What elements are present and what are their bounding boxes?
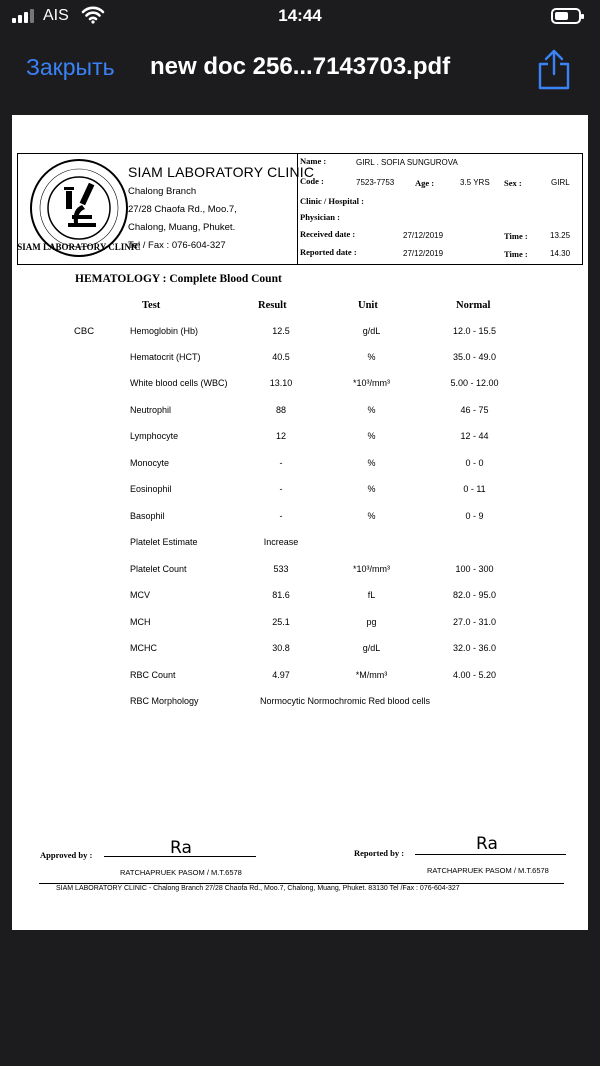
patient-age: 3.5 YRS: [460, 178, 490, 187]
table-row: [12, 564, 588, 584]
cell-test: Lymphocyte: [130, 431, 179, 441]
table-row: [12, 484, 588, 504]
section-title: HEMATOLOGY : Complete Blood Count: [75, 273, 282, 285]
code-label: Code :: [300, 176, 324, 186]
battery-icon: [551, 8, 581, 24]
cell-test: MCH: [130, 617, 151, 627]
cell-test: Neutrophil: [130, 405, 172, 415]
cell-unit: %: [367, 405, 376, 415]
cell-test: Eosinophil: [130, 484, 172, 494]
column-header-result: Result: [258, 300, 287, 311]
patient-sex: GIRL: [551, 178, 570, 187]
table-row: [12, 458, 588, 478]
cell-normal: 0 - 11: [463, 484, 486, 494]
cell-test: MCHC: [130, 643, 157, 653]
cell-result: 25.1: [272, 617, 290, 627]
share-icon[interactable]: [535, 48, 573, 90]
cell-test: RBC Count: [130, 670, 176, 680]
received-time-label: Time :: [504, 231, 528, 241]
cell-result: -: [279, 484, 283, 494]
cell-result: -: [279, 458, 283, 468]
cell-result: 40.5: [272, 352, 290, 362]
physician-label: Physician :: [300, 212, 340, 222]
reported-time-label: Time :: [504, 249, 528, 259]
cell-unit: g/dL: [362, 326, 381, 336]
cbc-group-label: CBC: [74, 326, 95, 337]
cell-normal: 5.00 - 12.00: [450, 378, 499, 388]
reported-signature: Ra: [476, 834, 498, 854]
table-row: [12, 590, 588, 610]
approved-by-label: Approved by :: [40, 850, 93, 860]
cell-normal: 82.0 - 95.0: [452, 590, 497, 600]
reported-by-name: RATCHAPRUEK PASOM / M.T.6578: [427, 866, 549, 875]
column-header-test: Test: [142, 300, 161, 311]
cell-test: Basophil: [130, 511, 165, 521]
table-row: [12, 511, 588, 531]
table-row: [12, 378, 588, 398]
cell-unit: %: [367, 484, 376, 494]
sex-label: Sex :: [504, 178, 522, 188]
cell-normal: 27.0 - 31.0: [452, 617, 497, 627]
lab-phone: Tel / Fax : 076-604-327: [128, 240, 226, 251]
cell-normal: 46 - 75: [460, 405, 489, 415]
report-header: [17, 153, 583, 265]
table-row: [12, 670, 588, 690]
age-label: Age :: [415, 178, 435, 188]
table-row: [12, 696, 588, 716]
footer-divider: [39, 883, 564, 884]
cell-unit: %: [367, 458, 376, 468]
cell-normal: 35.0 - 49.0: [452, 352, 497, 362]
name-label: Name :: [300, 156, 327, 166]
cell-normal: 12.0 - 15.5: [452, 326, 497, 336]
reported-by-label: Reported by :: [354, 848, 405, 858]
table-row: [12, 352, 588, 372]
cell-normal: 100 - 300: [455, 564, 494, 574]
lab-branch: Chalong Branch: [128, 186, 197, 197]
cell-result: 13.10: [269, 378, 293, 388]
lab-name: SIAM LABORATORY CLINIC: [128, 164, 315, 180]
cell-result: Normocytic Normochromic Red blood cells: [260, 696, 431, 706]
cell-test: Monocyte: [130, 458, 170, 468]
cell-result: 12: [275, 431, 286, 441]
cell-test: Platelet Count: [130, 564, 187, 574]
cell-result: Increase: [263, 537, 299, 547]
cell-result: 30.8: [272, 643, 290, 653]
cell-normal: 32.0 - 36.0: [452, 643, 497, 653]
approved-signature: Ra: [170, 838, 192, 858]
table-row: [12, 537, 588, 557]
table-row: [12, 617, 588, 637]
cell-test: Platelet Estimate: [130, 537, 198, 547]
cell-unit: %: [367, 511, 376, 521]
received-date-label: Received date :: [300, 229, 356, 239]
footer-address: SIAM LABORATORY CLINIC - Chalong Branch 27/28 Chaofa Rd., Moo.7, Chalong, Muang, Phuket. 83130 Tel /Fax : 076-604-327: [56, 885, 460, 892]
status-time: 14:44: [278, 6, 322, 25]
approved-by-name: RATCHAPRUEK PASOM / M.T.6578: [120, 868, 242, 877]
table-row: [12, 431, 588, 451]
cell-normal: 12 - 44: [460, 431, 489, 441]
document-title: new doc 256...7143703.pdf: [150, 53, 451, 80]
cell-normal: 0 - 9: [465, 511, 484, 521]
carrier-label: AIS: [43, 7, 69, 24]
cell-test: RBC Morphology: [130, 696, 199, 706]
reported-signature-line: [415, 854, 566, 855]
patient-info-box: [297, 154, 584, 264]
cell-unit: *M/mm³: [355, 670, 388, 680]
status-bar: [0, 0, 600, 34]
reported-date-label: Reported date :: [300, 247, 357, 257]
received-date: 27/12/2019: [403, 231, 444, 240]
cell-result: 4.97: [272, 670, 290, 680]
column-header-normal: Normal: [456, 300, 491, 311]
cell-test: MCV: [130, 590, 150, 600]
table-row: [12, 326, 588, 346]
reported-date: 27/12/2019: [403, 249, 444, 258]
cell-normal: 0 - 0: [465, 458, 484, 468]
cell-unit: pg: [366, 617, 377, 627]
column-header-unit: Unit: [358, 300, 378, 311]
cell-test: Hemoglobin (Hb): [130, 326, 199, 336]
cell-unit: %: [367, 352, 376, 362]
cell-result: 533: [273, 564, 289, 574]
patient-code: 7523-7753: [356, 178, 395, 187]
table-row: [12, 643, 588, 663]
cell-result: -: [279, 511, 283, 521]
cell-unit: g/dL: [362, 643, 381, 653]
patient-name: GIRL . SOFIA SUNGUROVA: [356, 158, 458, 167]
cell-test: Hematocrit (HCT): [130, 352, 201, 362]
pdf-page[interactable]: [12, 115, 588, 930]
close-button[interactable]: Закрыть: [26, 54, 115, 80]
navigation-bar: [0, 40, 600, 98]
cell-result: 12.5: [272, 326, 290, 336]
cell-unit: *10³/mm³: [352, 564, 390, 574]
reported-time: 14.30: [550, 249, 571, 258]
table-row: [12, 405, 588, 425]
cell-unit: *10³/mm³: [352, 378, 390, 388]
clinic-label: Clinic / Hospital :: [300, 196, 364, 206]
cell-normal: 4.00 - 5.20: [452, 670, 497, 680]
seal-text: SIAM LABORATORY CLINIC: [17, 242, 141, 252]
received-time: 13.25: [550, 231, 571, 240]
cell-result: 81.6: [272, 590, 290, 600]
cell-unit: fL: [367, 590, 376, 600]
cell-test: White blood cells (WBC): [130, 378, 228, 388]
cell-unit: %: [367, 431, 376, 441]
cell-result: 88: [275, 405, 286, 415]
lab-address-line1: 27/28 Chaofa Rd., Moo.7,: [128, 204, 237, 215]
lab-seal-icon: [17, 157, 141, 260]
lab-address-line2: Chalong, Muang, Phuket.: [128, 222, 236, 233]
